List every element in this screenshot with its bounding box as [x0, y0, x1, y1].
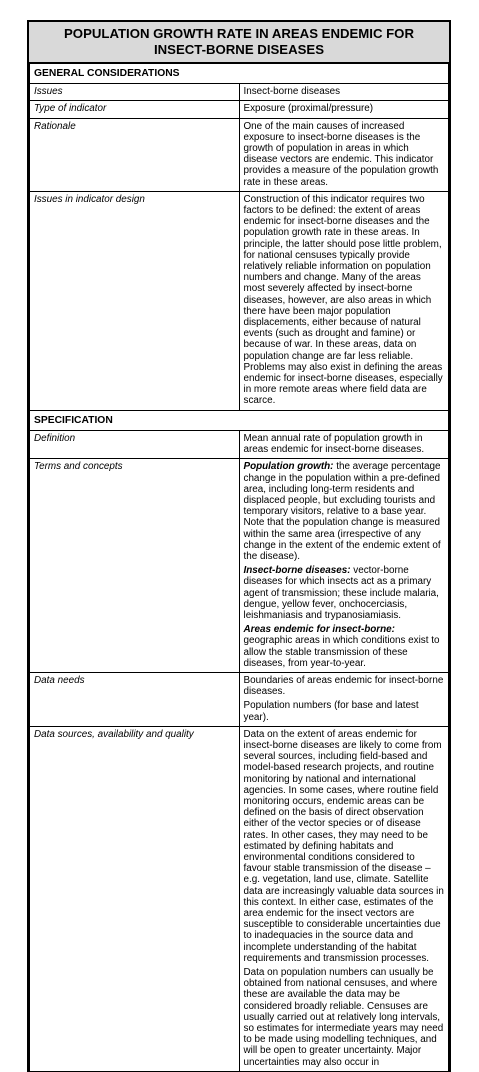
section-specification-heading: SPECIFICATION	[30, 410, 449, 430]
term-text: vector-borne diseases for which insects act as a primary agent of transmission; these include malaria, dengue, yellow fever, onchocerciasis, leishmaniasis and trypanosiamiasis.	[243, 565, 439, 621]
data-need-item: Boundaries of areas endemic for insect-borne diseases.	[243, 674, 444, 698]
term-name: Insect-borne diseases:	[243, 565, 351, 577]
data-sources-value	[239, 726, 449, 1071]
issues-label: Issues	[30, 84, 240, 101]
design-issues-label: Issues in indicator design	[30, 191, 240, 410]
indicator-table	[27, 63, 451, 1072]
term-name: Population growth:	[243, 461, 334, 473]
terms-label: Terms and concepts	[30, 459, 240, 673]
term-definition	[244, 565, 445, 621]
term-text: the average percentage change in the population within a pre-defined area, including long-term residents and displaced people, but excluding tourists and temporary visitors, relative to a base year. Note that the population change is measured within the same area (irrespective of any change in the extent of the endemic extent of the disease).	[243, 461, 441, 562]
document-page	[27, 20, 451, 1068]
data-sources-paragraph: Data on population numbers can usually be obtained from national censuses, and where these are available the data may be considered broadly reliable. Censuses are usually carried out at relatively long intervals, so estimates for intermediate years may need to be made using modelling techniques, and will be open to greater uncertainty. Major uncertainties may also occur in	[243, 967, 444, 1068]
section-general-heading: GENERAL CONSIDERATIONS	[30, 64, 449, 84]
definition-value: Mean annual rate of population growth in areas endemic for insect-borne diseases.	[239, 430, 449, 458]
data-sources-paragraph: Data on the extent of areas endemic for insect-borne diseases are likely to come from several sources, including field-based and model-based research projects, and routine monitoring by national and international agencies. In some cases, where routine field monitoring occurs, endemic areas can be defined on the basis of direct observation either of the vector species or of disease rates. In other cases, they may need to be estimated by defining habitats and environmental conditions considered to favour stable transmission of the disease – e.g. vegetation, land use, climate. Satellite data are increasingly valuable data sources in this context. In either case, estimates of the area endemic for the insect vectors are susceptible to considerable uncertainties due to inadequacies in the source data and incomplete understanding of the habitat requirements and transmission processes.	[243, 728, 444, 964]
document-title: POPULATION GROWTH RATE IN AREAS ENDEMIC FOR INSECT-BORNE DISEASES	[27, 20, 451, 63]
rationale-value: One of the main causes of increased exposure to insect-borne diseases is the growth of population in areas in which disease vectors are endemic. This indicator provides a measure of the population growth rate in these areas.	[239, 118, 449, 191]
indicator-type-label: Type of indicator	[30, 101, 240, 118]
indicator-type-value: Exposure (proximal/pressure)	[239, 101, 449, 118]
data-needs-label: Data needs	[30, 672, 240, 726]
data-needs-value	[239, 672, 449, 726]
term-definition	[244, 461, 445, 562]
data-sources-label: Data sources, availability and quality	[30, 726, 240, 1071]
design-issues-value: Construction of this indicator requires two factors to be defined: the extent of areas endemic for insect-borne diseases and the population growth rate in these areas. In principle, the latter should pose little problem, for national censuses typically provide relatively reliable information on population numbers and change. Many of the areas most severely affected by insect-borne diseases, however, are also areas in which there have been major population displacements, either because of natural events (such as drought and famine) or because of war. In these areas, data on population change are far less reliable. Problems may also exist in defining the areas endemic for insect-borne diseases, especially in more remote areas where field data are scarce.	[239, 191, 449, 410]
issues-value: Insect-borne diseases	[239, 84, 449, 101]
term-text: geographic areas in which conditions exist to allow the stable transmission of these diseases, from year-to-year.	[243, 635, 440, 669]
rationale-label: Rationale	[30, 118, 240, 191]
term-definition	[244, 624, 445, 669]
term-name: Areas endemic for insect-borne:	[243, 624, 395, 636]
terms-value	[239, 459, 449, 673]
definition-label: Definition	[30, 430, 240, 458]
data-need-item: Population numbers (for base and latest year).	[243, 700, 419, 723]
